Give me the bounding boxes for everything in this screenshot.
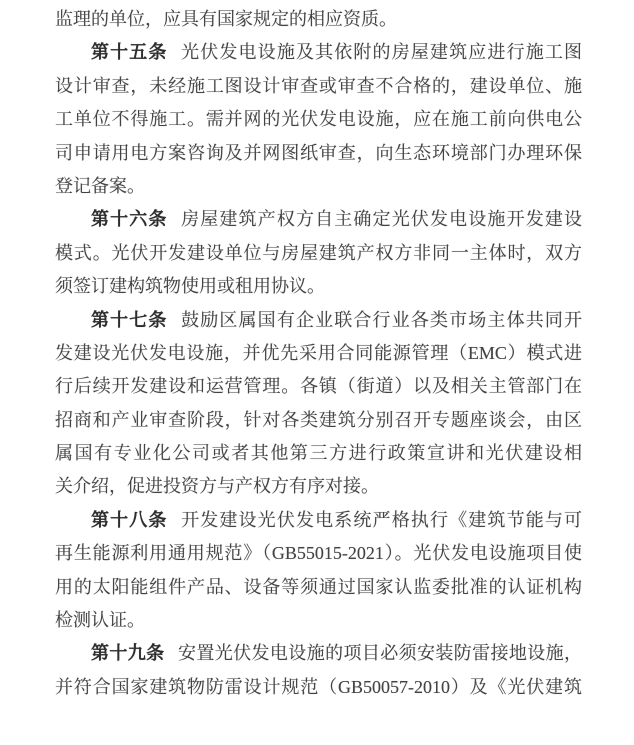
article-number-heading: 第十七条 bbox=[91, 309, 168, 330]
article-number-heading: 第十九条 bbox=[91, 643, 165, 664]
text-line bbox=[55, 504, 582, 537]
line-text: 房屋建筑产权方自主确定光伏发电设施开发建设 bbox=[181, 209, 582, 230]
text-line: 工单位不得施工。需并网的光伏发电设施，应在施工前向供电公 bbox=[55, 109, 582, 130]
clause-continuation bbox=[55, 3, 582, 36]
text-line: 并符合国家建筑物防雷设计规范（GB50057-2010）及《光伏建筑 bbox=[55, 676, 582, 697]
text-line bbox=[55, 637, 582, 670]
text-line: 属国有专业化公司或者其他第三方进行政策宣讲和光伏建设相 bbox=[55, 443, 582, 464]
article-number-heading: 第十五条 bbox=[91, 42, 168, 63]
article-17 bbox=[55, 304, 582, 504]
document-body bbox=[55, 3, 582, 704]
text-line: 监理的单位，应具有国家规定的相应资质。 bbox=[55, 9, 397, 29]
text-line: 招商和产业审查阶段，针对各类建筑分别召开专题座谈会，由区 bbox=[55, 409, 582, 430]
text-line: 设计审查，未经施工图设计审查或审查不合格的，建设单位、施 bbox=[55, 75, 582, 96]
article-15 bbox=[55, 36, 582, 203]
text-line bbox=[55, 304, 582, 337]
line-text: 安置光伏发电设施的项目必须安装防雷接地设施， bbox=[178, 643, 582, 664]
text-line: 司申请用电方案咨询及并网图纸审查，向生态环境部门办理环保 bbox=[55, 142, 582, 163]
article-16 bbox=[55, 203, 582, 303]
text-line: 再生能源利用通用规范》（GB55015-2021）。光伏发电设施项目使 bbox=[55, 543, 582, 564]
text-line: 发建设光伏发电设施，并优先采用合同能源管理（EMC）模式进 bbox=[55, 342, 582, 363]
article-number-heading: 第十六条 bbox=[91, 209, 168, 230]
article-18 bbox=[55, 504, 582, 638]
text-line bbox=[55, 36, 582, 69]
text-line: 须签订建构筑物使用或租用协议。 bbox=[55, 276, 325, 297]
text-line: 模式。光伏开发建设单位与房屋建筑产权方非同一主体时，双方 bbox=[55, 242, 582, 263]
line-text: 开发建设光伏发电系统严格执行《建筑节能与可 bbox=[181, 509, 582, 530]
article-number-heading: 第十八条 bbox=[91, 509, 168, 530]
text-line bbox=[55, 203, 582, 236]
text-line: 登记备案。 bbox=[55, 175, 145, 196]
text-line: 检测认证。 bbox=[55, 610, 145, 631]
text-line: 行后续开发建设和运营管理。各镇（街道）以及相关主管部门在 bbox=[55, 376, 582, 397]
line-text: 鼓励区属国有企业联合行业各类市场主体共同开 bbox=[181, 309, 582, 330]
text-line: 用的太阳能组件产品、设备等须通过国家认监委批准的认证机构 bbox=[55, 576, 582, 597]
article-19 bbox=[55, 637, 582, 704]
line-text: 光伏发电设施及其依附的房屋建筑应进行施工图 bbox=[181, 42, 582, 63]
text-line: 关介绍，促进投资方与产权方有序对接。 bbox=[55, 476, 379, 497]
